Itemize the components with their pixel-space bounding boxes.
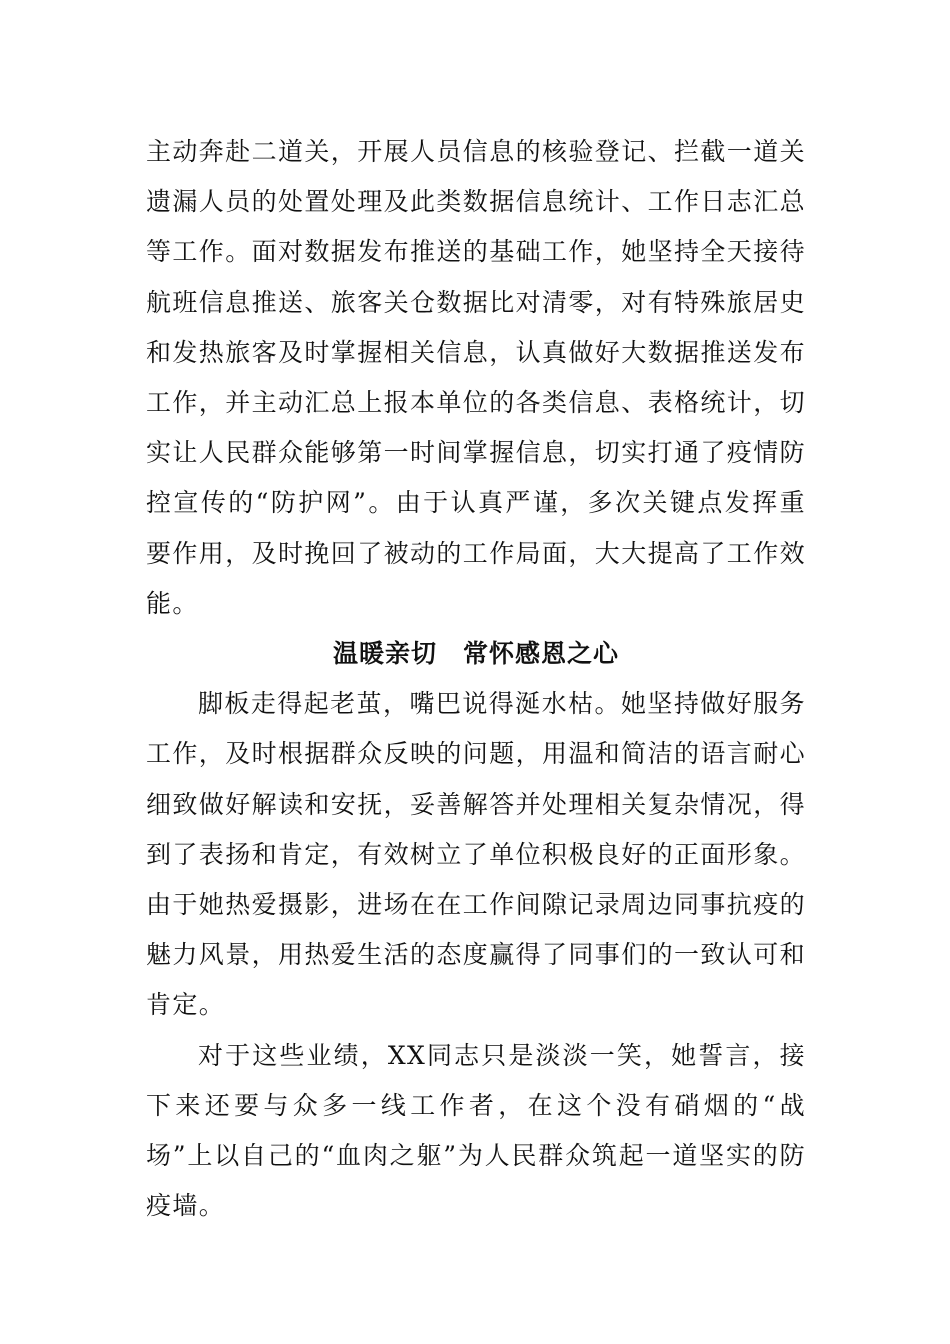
document-body: [146, 127, 806, 1231]
body-paragraph-closing: 对于这些业绩，XX同志只是淡淡一笑，她誓言，接下来还要与众多一线工作者，在这个没有硝烟的“战场”上以自己的“血肉之躯”为人民群众筑起一道坚实的防疫墙。: [146, 1040, 806, 1221]
body-paragraph-service: 脚板走得起老茧，嘴巴说得涎水枯。她坚持做好服务工作，及时根据群众反映的问题，用温和简洁的语言耐心细致做好解读和安抚，妥善解答并处理相关复杂情况，得到了表扬和肯定，有效树立了单位积极良好的正面形象。由于她热爱摄影，进场在在工作间隙记录周边同事抗疫的魅力风景，用热爱生活的态度赢得了同事们的一致认可和肯定。: [146, 689, 807, 1020]
section-heading: 温暖亲切 常怀感恩之心: [332, 639, 619, 669]
body-paragraph-continued: 主动奔赴二道关，开展人员信息的核验登记、拦截一道关遗漏人员的处置处理及此类数据信息统计、工作日志汇总等工作。面对数据发布推送的基础工作，她坚持全天接待航班信息推送、旅客关仓数据比对清零，对有特殊旅居史和发热旅客及时掌握相关信息，认真做好大数据推送发布工作，并主动汇总上报本单位的各类信息、表格统计，切实让人民群众能够第一时间掌握信息，切实打通了疫情防控宣传的“防护网”。由于认真严谨，多次关键点发挥重要作用，及时挽回了被动的工作局面，大大提高了工作效能。: [146, 137, 807, 618]
